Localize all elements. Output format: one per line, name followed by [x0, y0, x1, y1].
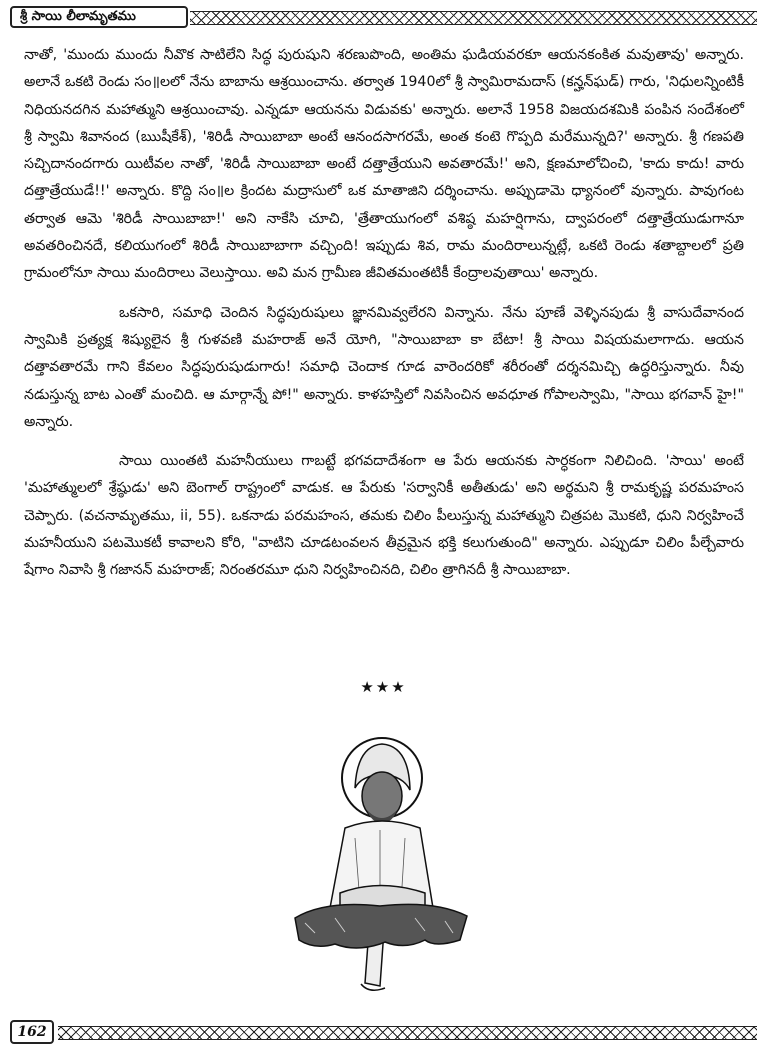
page-header [10, 6, 757, 30]
paragraph-1: నాతో, 'ముందు ముందు నీవొక సాటిలేని సిద్ధ పురుషుని శరణుపొంది, అంతిమ ఘడియవరకూ ఆయనకంకిత మవుతావు' అన్నారు. అలానే ఒకటి రెండు సం॥లలో నేను బాబాను ఆశ్రయించాను. తర్వాత 1940లో శ్రీ స్వామిరామదాస్ (కన్హన్‌ఘడ్) గారు, 'నిధులన్నింటికీ నిధియనదగిన మహాత్ముని ఆశ్రయించావు. ఎన్నడూ ఆయనను విడువకు' అన్నారు. అలానే 1958 విజయదశమికి పంపిన సందేశంలో శ్రీ స్వామి శివానంద (ఋషీకేశ్), 'శిరిడీ సాయిబాబా అంటే ఆనందసాగరమే, అంత కంటె గొప్పది మరేమున్నది?' అన్నారు. శ్రీ గణపతి సచ్చిదానందగారు యిటీవల నాతో, 'శిరిడీ సాయిబాబా అంటే దత్తాత్రేయుని అవతారమే!' అని, క్షణమాలోచించి, 'కాదు కాదు! వారు దత్తాత్రేయుడే!!' అన్నారు. కొద్ది సం॥ల క్రిందట మద్రాసులో ఒక మాతాజిని దర్శించాను. అప్పుడామె ధ్యానంలో వున్నారు. పావుగంట తర్వాత ఆమె 'శిరిడీ సాయిబాబా!' అని నాకేసి చూచి, 'త్రేతాయుగంలో వశిష్ఠ మహర్షిగాను, ద్వాపరంలో దత్తాత్రేయుడుగానూ అవతరించినదే, కలియుగంలో శిరిడీ సాయిబాబాగా వచ్చింది! ఇప్పుడు శివ, రామ మందిరాలున్నట్లే, ఒకటి రెండు శతాబ్దాలలో ప్రతి గ్రామంలోనూ సాయి మందిరాలు వెలుస్తాయి. అవి మన గ్రామీణ జీవితమంతటికీ కేంద్రాలవుతాయి' అన్నారు. [24, 47, 744, 282]
decorative-border-top [190, 11, 757, 25]
page-number: 162 [10, 1020, 54, 1044]
face [362, 772, 402, 820]
paragraph-3: సాయి యింతటి మహనీయులు గాబట్టే భగవదాదేశంగా ఆ పేరు ఆయనకు సార్ధకంగా నిలిచింది. 'సాయి' అంటే 'మహాత్ములలో శ్రేష్ఠుడు' అని బెంగాల్ రాష్ట్రంలో వాడుక. ఆ పేరుకు 'సర్వానికీ అతీతుడు' అని అర్థమని శ్రీ రామకృష్ణ పరమహంస చెప్పారు. (వచనామృతము, ii, 55). ఒకనాడు పరమహంస, తమకు చిలిం పీలుస్తున్న మహాత్ముని చిత్రపట మొకటి, ధుని నిర్వహించే మహనీయుని పటమొకటీ కావాలని కోరి, "వాటిని చూడటంవలన తీవ్రమైన భక్తి కలుగుతుంది" అన్నారు. ఎప్పుడూ చిలిం పీల్చేవారు షేగాం నివాసి శ్రీ గజానన్ మహరాజ్; నిరంతరమూ ధుని నిర్వహించినది, చిలిం త్రాగినదీ శ్రీ సాయిబాబా. [24, 453, 744, 579]
rock-seat [295, 904, 467, 948]
section-separator: ★★★ [360, 678, 407, 696]
body-text [24, 42, 744, 597]
page-footer [10, 1020, 757, 1046]
paragraph-2: ఒకసారి, సమాధి చెందిన సిద్ధపురుషులు జ్ఞానమివ్వలేరని విన్నాను. నేను పూణే వెళ్ళినపుడు శ్రీ వాసుదేవానంద స్వామికి ప్రత్యక్ష శిష్యులైన శ్రీ గుళవణి మహరాజ్ అనే యోగి, "సాయిబాబా కా బేటా! శ్రీ సాయి విషయమలాగాదు. ఆయన దత్తావతారమే గాని కేవలం సిద్ధపురుషుడుగారు! సమాధి చెందాక గూడ వారెందరికో శరీరంతో దర్శనమిచ్చి ఉద్ధరిస్తున్నారు. నీవు నడుస్తున్న బాట ఎంతో మంచిది. ఆ మార్గాన్నే పో!" అన్నారు. కాళహస్తిలో నివసించిన అవధూత గోపాలస్వామి, "సాయి భగవాన్ హై!" అన్నారు. [24, 304, 744, 430]
decorative-border-bottom [58, 1026, 757, 1040]
sai-baba-illustration [285, 718, 475, 1008]
running-title: శ్రీ సాయి లీలామృతము [10, 6, 188, 28]
